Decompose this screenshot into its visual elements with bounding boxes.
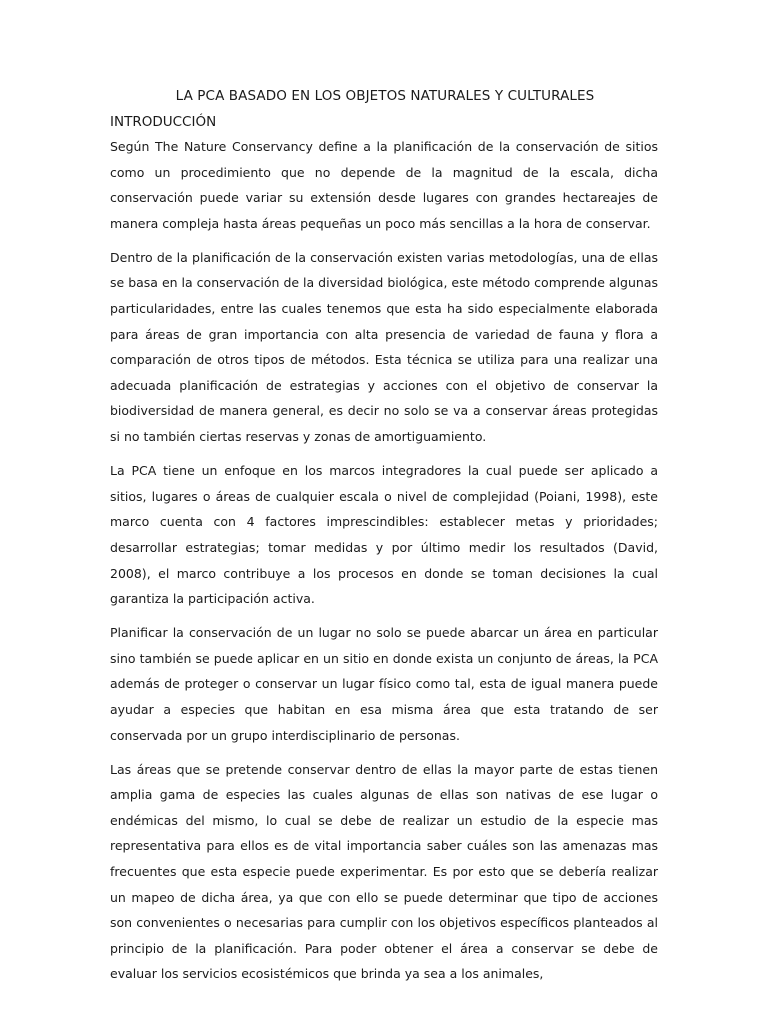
document-title: LA PCA BASADO EN LOS OBJETOS NATURALES Y CULTURALES [175,88,595,104]
paragraph-4: Planificar la conservación de un lugar no solo se puede abarcar un área en particular sino también se puede aplicar en un sitio en donde exista un conjunto de áreas, la PCA además de proteger o conservar un lugar físico como tal, esta de igual manera puede ayudar a especies que habitan en esa misma área que esta tratando de ser conservada por un grupo interdisciplinario de personas. [110,625,658,743]
paragraph-5: Las áreas que se pretende conservar dentro de ellas la mayor parte de estas tienen amplia gama de especies las cuales algunas de ellas son nativas de ese lugar o endémicas del mismo, lo cual se debe de realizar un estudio de la especie mas representativa para ellos es de vital importancia saber cuáles son las amenazas mas frecuentes que esta especie puede experimentar. Es por esto que se debería realizar un mapeo de dicha área, ya que con ello se puede determinar que tipo de acciones son convenientes o necesarias para cumplir con los objetivos específicos planteados al principio de la planificación. Para poder obtener el área a conservar se debe de evaluar los servicios ecosistémicos que brinda ya sea a los animales, [110,761,658,982]
document-body [110,86,658,987]
paragraph-3: La PCA tiene un enfoque en los marcos integradores la cual puede ser aplicado a sitios, lugares o áreas de cualquier escala o nivel de complejidad (Poiani, 1998), este marco cuenta con 4 factores imprescindibles: establecer metas y prioridades; desarrollar estrategias; tomar medidas y por último medir los resultados (David, 2008), el marco contribuye a los procesos en donde se toman decisiones la cual garantiza la participación activa. [110,463,658,607]
paragraph-2: Dentro de la planificación de la conservación existen varias metodologías, una de ellas se basa en la conservación de la diversidad biológica, este método comprende algunas particularidades, entre las cuales tenemos que esta ha sido especialmente elaborada para áreas de gran importancia con alta presencia de variedad de fauna y flora a comparación de otros tipos de métodos. Esta técnica se utiliza para una realizar una adecuada planificación de estrategias y acciones con el objetivo de conservar la biodiversidad de manera general, es decir no solo se va a conservar áreas protegidas si no también ciertas reservas y zonas de amortiguamiento. [110,249,658,445]
paragraph-1: Según The Nature Conservancy define a la planificación de la conservación de sitios como un procedimiento que no depende de la magnitud de la escala, dicha conservación puede variar su extensión desde lugares con grandes hectareajes de manera compleja hasta áreas pequeñas un poco más sencillas a la hora de conservar. [110,139,658,231]
section-heading-introduccion: INTRODUCCIÓN [110,114,217,130]
